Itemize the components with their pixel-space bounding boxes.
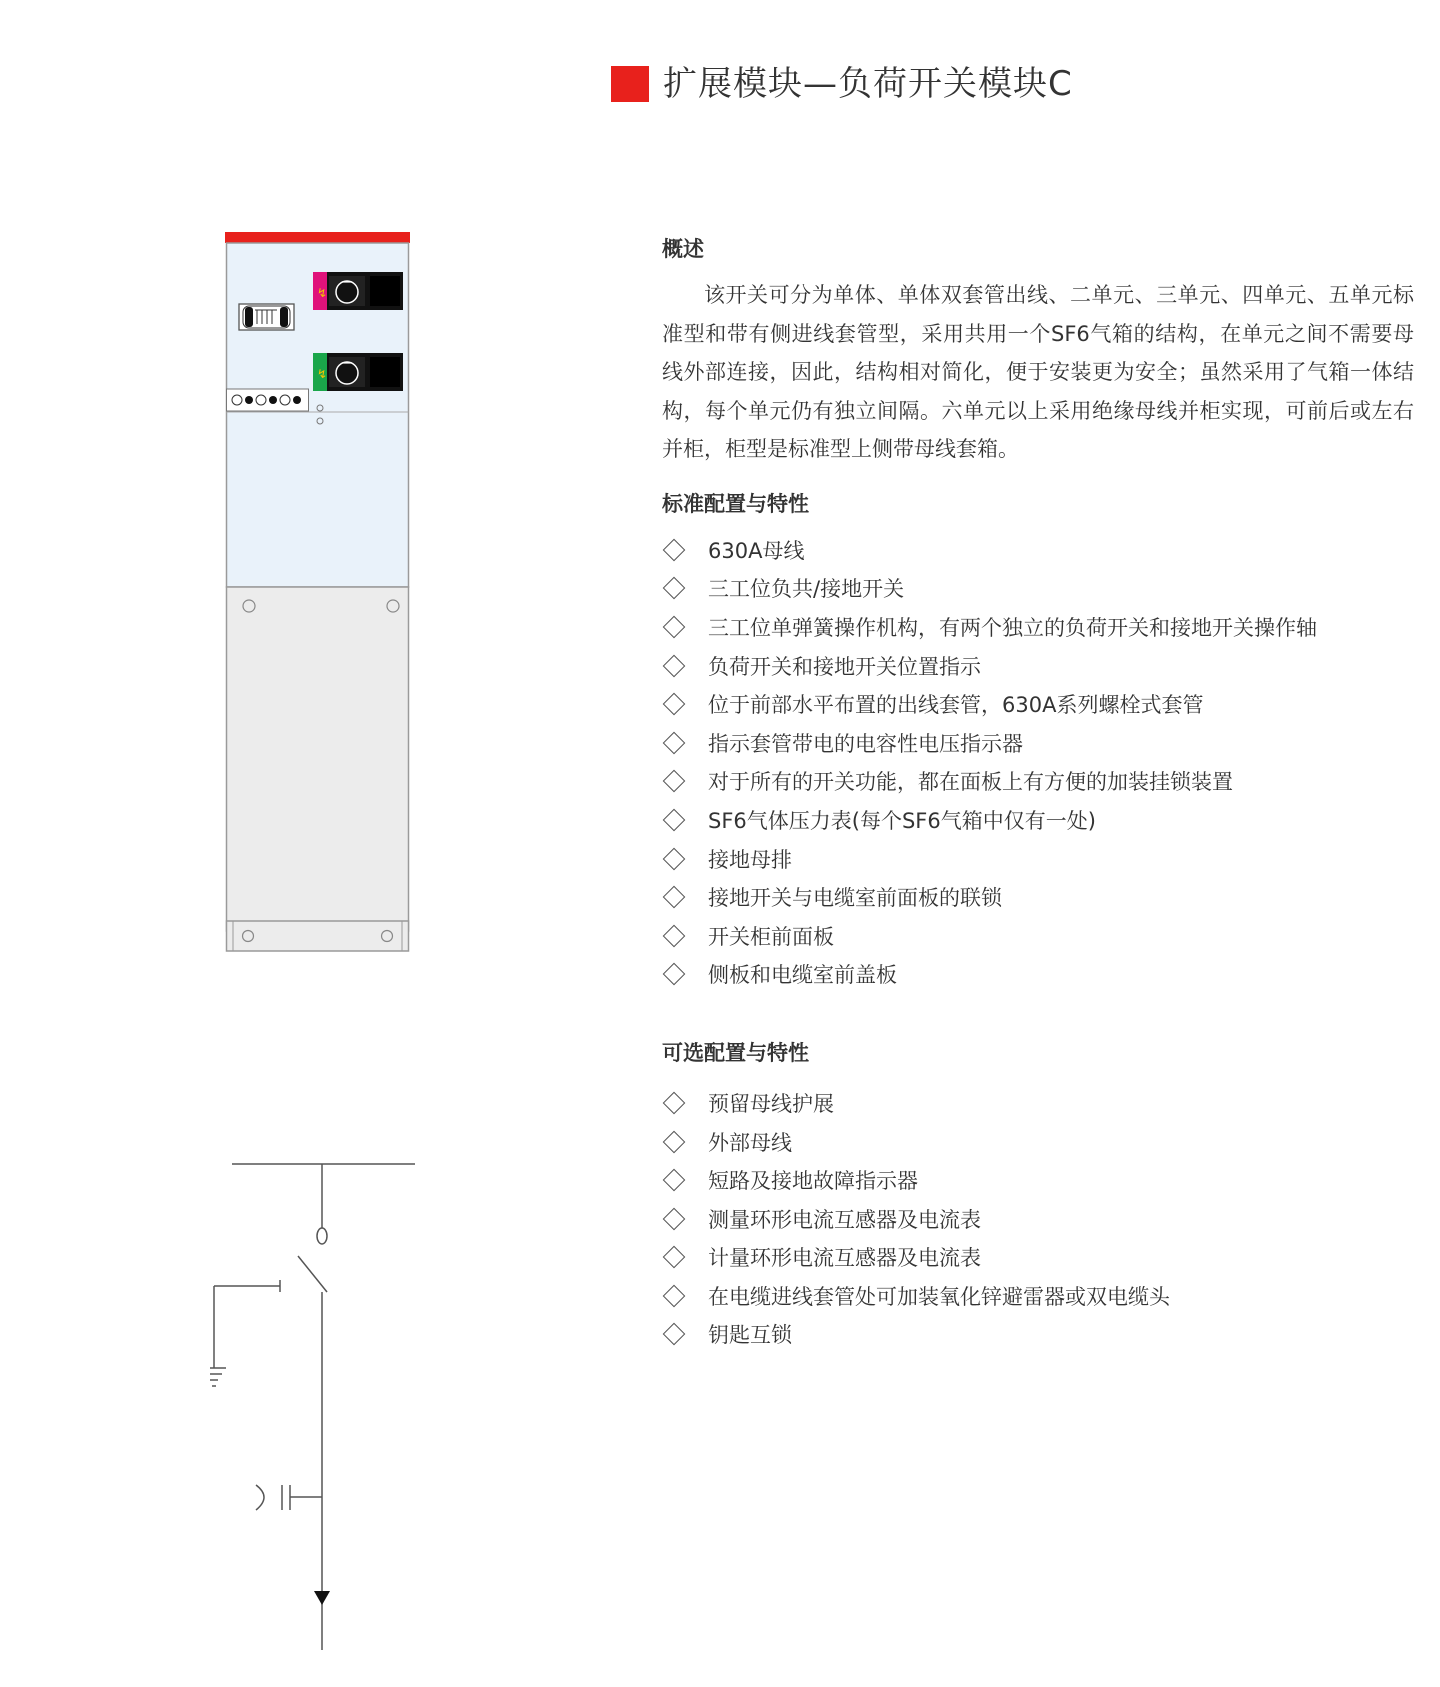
- diamond-bullet-icon: [663, 693, 686, 716]
- list-item-label: 指示套管带电的电容性电压指示器: [708, 731, 1023, 756]
- svg-text:↯: ↯: [317, 286, 328, 300]
- list-item-label: SF6气体压力表(每个SF6气箱中仅有一处): [708, 808, 1096, 833]
- list-item: [662, 762, 1414, 801]
- list-item: [662, 1238, 1414, 1277]
- diamond-bullet-icon: [663, 1285, 686, 1308]
- diamond-bullet-icon: [663, 577, 686, 600]
- list-item: [662, 1277, 1414, 1316]
- earthing-switch-operator-icon: [313, 353, 403, 391]
- diamond-bullet-icon: [663, 1169, 686, 1192]
- list-item: [662, 608, 1414, 647]
- list-item: [662, 839, 1414, 878]
- contact-icon: [317, 1228, 327, 1244]
- switchgear-cabinet-illustration: [225, 232, 415, 962]
- svg-text:↯: ↯: [317, 367, 328, 381]
- diamond-bullet-icon: [663, 538, 686, 561]
- list-item: [662, 569, 1414, 608]
- list-item: [662, 878, 1414, 917]
- content-column: [662, 232, 1414, 1354]
- list-item-label: 预留母线护展: [708, 1091, 834, 1116]
- list-item-label: 位于前部水平布置的出线套管，630A系列螺栓式套管: [708, 693, 1204, 718]
- list-item-label: 短路及接地故障指示器: [708, 1169, 918, 1194]
- cabinet-top-bar: [225, 232, 410, 243]
- diamond-bullet-icon: [663, 770, 686, 793]
- list-item: [662, 1084, 1414, 1123]
- overview-heading: 概述: [662, 237, 704, 261]
- list-item-label: 接地开关与电缆室前面板的联锁: [708, 886, 1002, 911]
- ground-icon: [210, 1368, 226, 1386]
- list-item: [662, 531, 1414, 570]
- list-item: [662, 685, 1414, 724]
- capacitor-icon: [256, 1485, 322, 1510]
- list-item: [662, 916, 1414, 955]
- diamond-bullet-icon: [663, 1130, 686, 1153]
- switch-blade-icon: [298, 1256, 327, 1292]
- diamond-bullet-icon: [663, 924, 686, 947]
- standard-list: [662, 531, 1414, 994]
- list-item-label: 测量环形电流互感器及电流表: [708, 1207, 981, 1232]
- list-item: [662, 1161, 1414, 1200]
- diamond-bullet-icon: [663, 1092, 686, 1115]
- title-marker: [611, 66, 649, 102]
- list-item: [662, 1199, 1414, 1238]
- list-item-label: 开关柜前面板: [708, 924, 834, 949]
- list-item-label: 在电缆进线套管处可加装氧化锌避雷器或双电缆头: [708, 1284, 1170, 1309]
- list-item-label: 钥匙互锁: [708, 1323, 792, 1348]
- diamond-bullet-icon: [663, 654, 686, 677]
- diamond-bullet-icon: [663, 1323, 686, 1346]
- list-item: [662, 646, 1414, 685]
- list-item: [662, 1315, 1414, 1354]
- single-line-diagram: [210, 1160, 420, 1660]
- diamond-bullet-icon: [663, 963, 686, 986]
- list-item-label: 三工位单弹簧操作机构，有两个独立的负荷开关和接地开关操作轴: [708, 615, 1317, 640]
- voltage-indicator-icon: [227, 389, 309, 411]
- list-item-label: 三工位负共/接地开关: [708, 577, 905, 602]
- list-item-label: 对于所有的开关功能，都在面板上有方便的加装挂锁装置: [708, 770, 1233, 795]
- diamond-bullet-icon: [663, 809, 686, 832]
- list-item-label: 负荷开关和接地开关位置指示: [708, 654, 981, 679]
- pressure-gauge-icon: [239, 304, 294, 330]
- cable-end-icon: [314, 1591, 330, 1605]
- diamond-bullet-icon: [663, 886, 686, 909]
- diamond-bullet-icon: [663, 731, 686, 754]
- list-item: [662, 723, 1414, 762]
- list-item-label: 接地母排: [708, 847, 792, 872]
- list-item-label: 侧板和电缆室前盖板: [708, 963, 897, 988]
- diamond-bullet-icon: [663, 1207, 686, 1230]
- page-title-bar: [611, 66, 1073, 102]
- diamond-bullet-icon: [663, 616, 686, 639]
- diamond-bullet-icon: [663, 847, 686, 870]
- overview-text: 该开关可分为单体、单体双套管出线、二单元、三单元、四单元、五单元标准型和带有侧进线套管型，采用共用一个SF6气箱的结构，在单元之间不需要母线外部连接，因此，结构相对简化，便于安装更为安全；虽然采用了气箱一体结构，每个单元仍有独立间隔。六单元以上采用绝缘母线并柜实现，可前后或左右并柜，柜型是标准型上侧带母线套箱。: [662, 283, 1414, 461]
- list-item-label: 630A母线: [708, 538, 805, 563]
- cabinet-lower-panel: [227, 587, 409, 931]
- optional-list: [662, 1084, 1414, 1354]
- list-item: [662, 1122, 1414, 1161]
- list-item: [662, 801, 1414, 840]
- standard-heading: 标准配置与特性: [662, 491, 809, 516]
- diamond-bullet-icon: [663, 1246, 686, 1269]
- list-item: [662, 955, 1414, 994]
- optional-heading: 可选配置与特性: [662, 1040, 809, 1065]
- list-item-label: 计量环形电流互感器及电流表: [708, 1246, 981, 1271]
- page-title: 扩展模块—负荷开关模块C: [663, 64, 1073, 104]
- load-switch-operator-icon: [313, 272, 403, 310]
- list-item-label: 外部母线: [708, 1130, 792, 1155]
